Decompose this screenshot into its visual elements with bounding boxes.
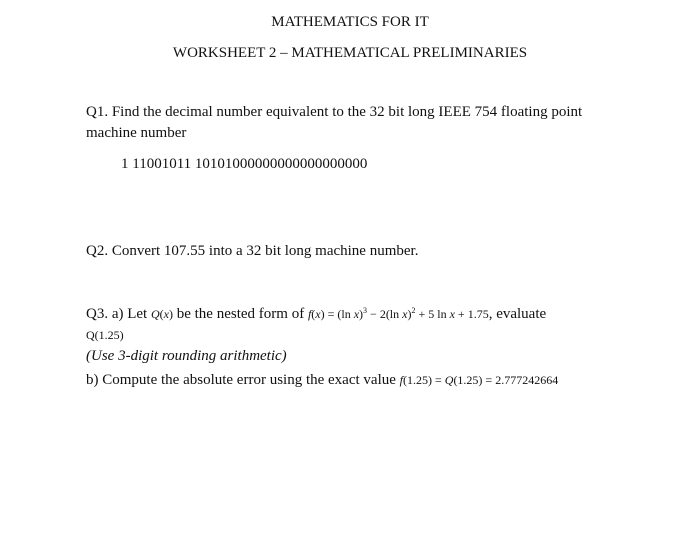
q2-text: Q2. Convert 107.55 into a 32 bit long machine number.: [86, 243, 419, 259]
q-of-x-expression: Q(x): [150, 307, 173, 321]
worksheet-title: MATHEMATICS FOR IT: [271, 14, 429, 30]
q1-text-line2: machine number: [86, 125, 187, 141]
q3a-suffix: , evaluate: [488, 306, 547, 322]
q3a-q125: Q(1.25): [86, 328, 124, 342]
q1-text-line1: Q1. Find the decimal number equivalent to the 32 bit long IEEE 754 floating point: [86, 104, 583, 120]
q3-rounding-note: (Use 3-digit rounding arithmetic): [86, 348, 287, 364]
q3b-text: b) Compute the absolute error using the exact value: [86, 372, 396, 388]
q3a-mid: be the nested form of: [176, 306, 305, 322]
worksheet-subtitle: WORKSHEET 2 – MATHEMATICAL PRELIMINARIES: [172, 45, 528, 61]
q3-part-a-line: [86, 306, 546, 323]
exact-value-expression: f(1.25) = Q(1.25) = 2.777242664: [399, 373, 559, 387]
f-of-x-formula: f(x) = (ln x)$^3$ − 2(ln x)$^2$ + 5 ln x + 1.75: [307, 306, 489, 321]
q1-binary-number: 1 11001011 10101000000000000000000: [121, 156, 368, 172]
q3-part-b-line: [86, 372, 558, 389]
q3a-prefix: Q3. a) Let: [86, 306, 148, 322]
